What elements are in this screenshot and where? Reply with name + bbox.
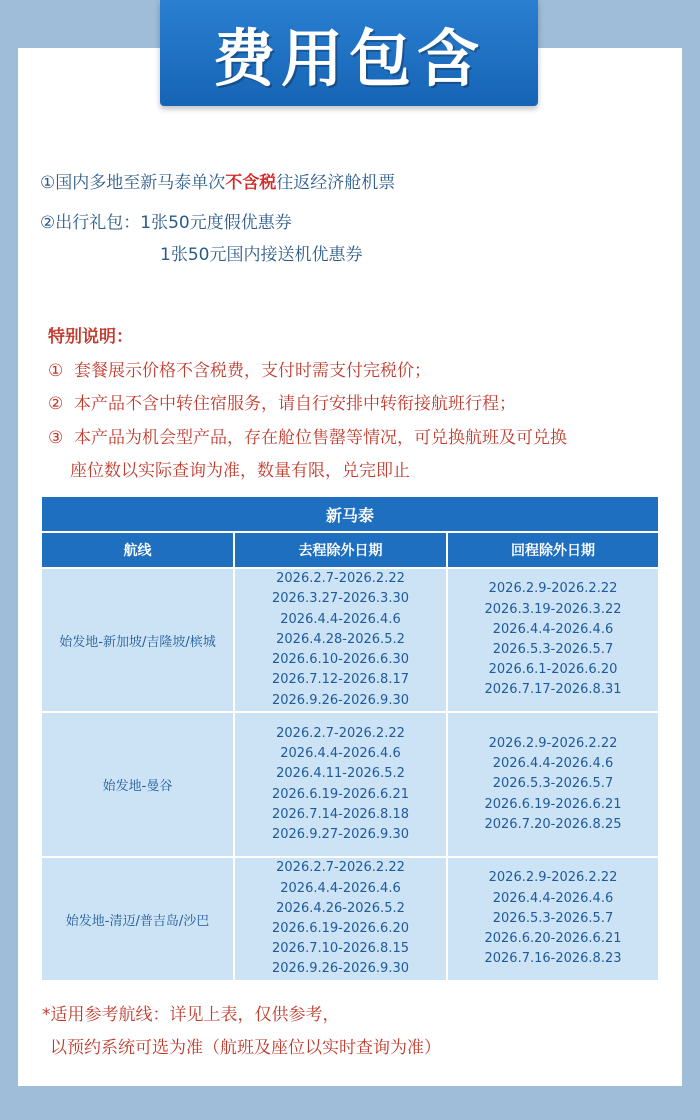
inclusion-num: ② (40, 213, 56, 233)
route-cell: 始发地-曼谷 (42, 713, 233, 856)
table-row (42, 713, 658, 856)
footnote-line-2: 以预约系统可选为准（航班及座位以实时查询为准） (50, 1038, 441, 1058)
header-route: 航线 (42, 533, 233, 567)
header-return: 回程除外日期 (448, 533, 658, 567)
note-item-1 (48, 356, 431, 381)
route-cell: 始发地-新加坡/吉隆坡/槟城 (42, 569, 233, 711)
footnote-line-1: *适用参考航线：详见上表，仅供参考， (42, 1005, 340, 1025)
note-num: ③ (48, 428, 64, 448)
note-text: 座位数以实际查询为准，数量有限，兑完即止 (70, 461, 410, 481)
outbound-dates-cell: 2026.2.7-2026.2.22 2026.4.4-2026.4.6 2026.4.11-2026.5.2 2026.6.19-2026.6.21 2026.7.14-2026.8.18 2026.9.27-2026.9.30 (235, 713, 446, 856)
note-item-2 (48, 389, 516, 414)
table-title: 新马泰 (42, 497, 658, 531)
inclusion-item-2 (40, 208, 292, 233)
inclusion-text: 出行礼包：1张50元度假优惠券 (55, 213, 292, 233)
note-num: ② (48, 394, 64, 414)
outbound-dates-cell: 2026.2.7-2026.2.22 2026.4.4-2026.4.6 2026.4.26-2026.5.2 2026.6.19-2026.6.20 2026.7.10-2026.8.15 2026.9.26-2026.9.30 (235, 858, 446, 980)
note-text: 套餐展示价格不含税费，支付时需支付完税价； (74, 361, 431, 381)
outbound-dates-cell: 2026.2.7-2026.2.22 2026.3.27-2026.3.30 2026.4.4-2026.4.6 2026.4.28-2026.5.2 2026.6.10-2026.6.30 2026.7.12-2026.8.17 2026.9.26-2026.9.30 (235, 569, 446, 711)
note-item-3 (48, 423, 567, 448)
notes-title: 特别说明： (48, 327, 133, 347)
return-dates-cell: 2026.2.9-2026.2.22 2026.4.4-2026.4.6 2026.5.3-2026.5.7 2026.6.20-2026.6.21 2026.7.16-2026.8.23 (448, 858, 658, 980)
note-item-3-cont (70, 456, 410, 481)
title-banner (160, 0, 538, 106)
inclusion-text: 国内多地至新马泰单次 (55, 173, 226, 193)
inclusion-text: 1张50元国内接送机优惠券 (160, 245, 363, 265)
route-cell: 始发地-清迈/普吉岛/沙巴 (42, 858, 233, 980)
note-text: 本产品为机会型产品，存在舱位售罄等情况，可兑换航班及可兑换 (74, 428, 567, 448)
table-row (42, 569, 658, 711)
inclusion-item-1 (40, 168, 395, 193)
header-outbound: 去程除外日期 (235, 533, 446, 567)
return-dates-cell: 2026.2.9-2026.2.22 2026.3.19-2026.3.22 2026.4.4-2026.4.6 2026.5.3-2026.5.7 2026.6.1-2026.6.20 2026.7.17-2026.8.31 (448, 569, 658, 711)
table-row (42, 858, 658, 980)
inclusion-highlight: 不含税 (225, 173, 277, 193)
inclusion-num: ① (40, 173, 56, 193)
table-header-row (42, 533, 658, 567)
page-title: 费用包含 (212, 21, 485, 95)
exclusion-dates-table (40, 495, 660, 982)
note-num: ① (48, 361, 64, 381)
return-dates-cell: 2026.2.9-2026.2.22 2026.4.4-2026.4.6 2026.5.3-2026.5.7 2026.6.19-2026.6.21 2026.7.20-2026.8.25 (448, 713, 658, 856)
inclusion-item-3 (160, 240, 362, 265)
note-text: 本产品不含中转住宿服务，请自行安排中转衔接航班行程； (74, 394, 516, 414)
inclusion-text-after: 往返经济舱机票 (276, 173, 396, 193)
